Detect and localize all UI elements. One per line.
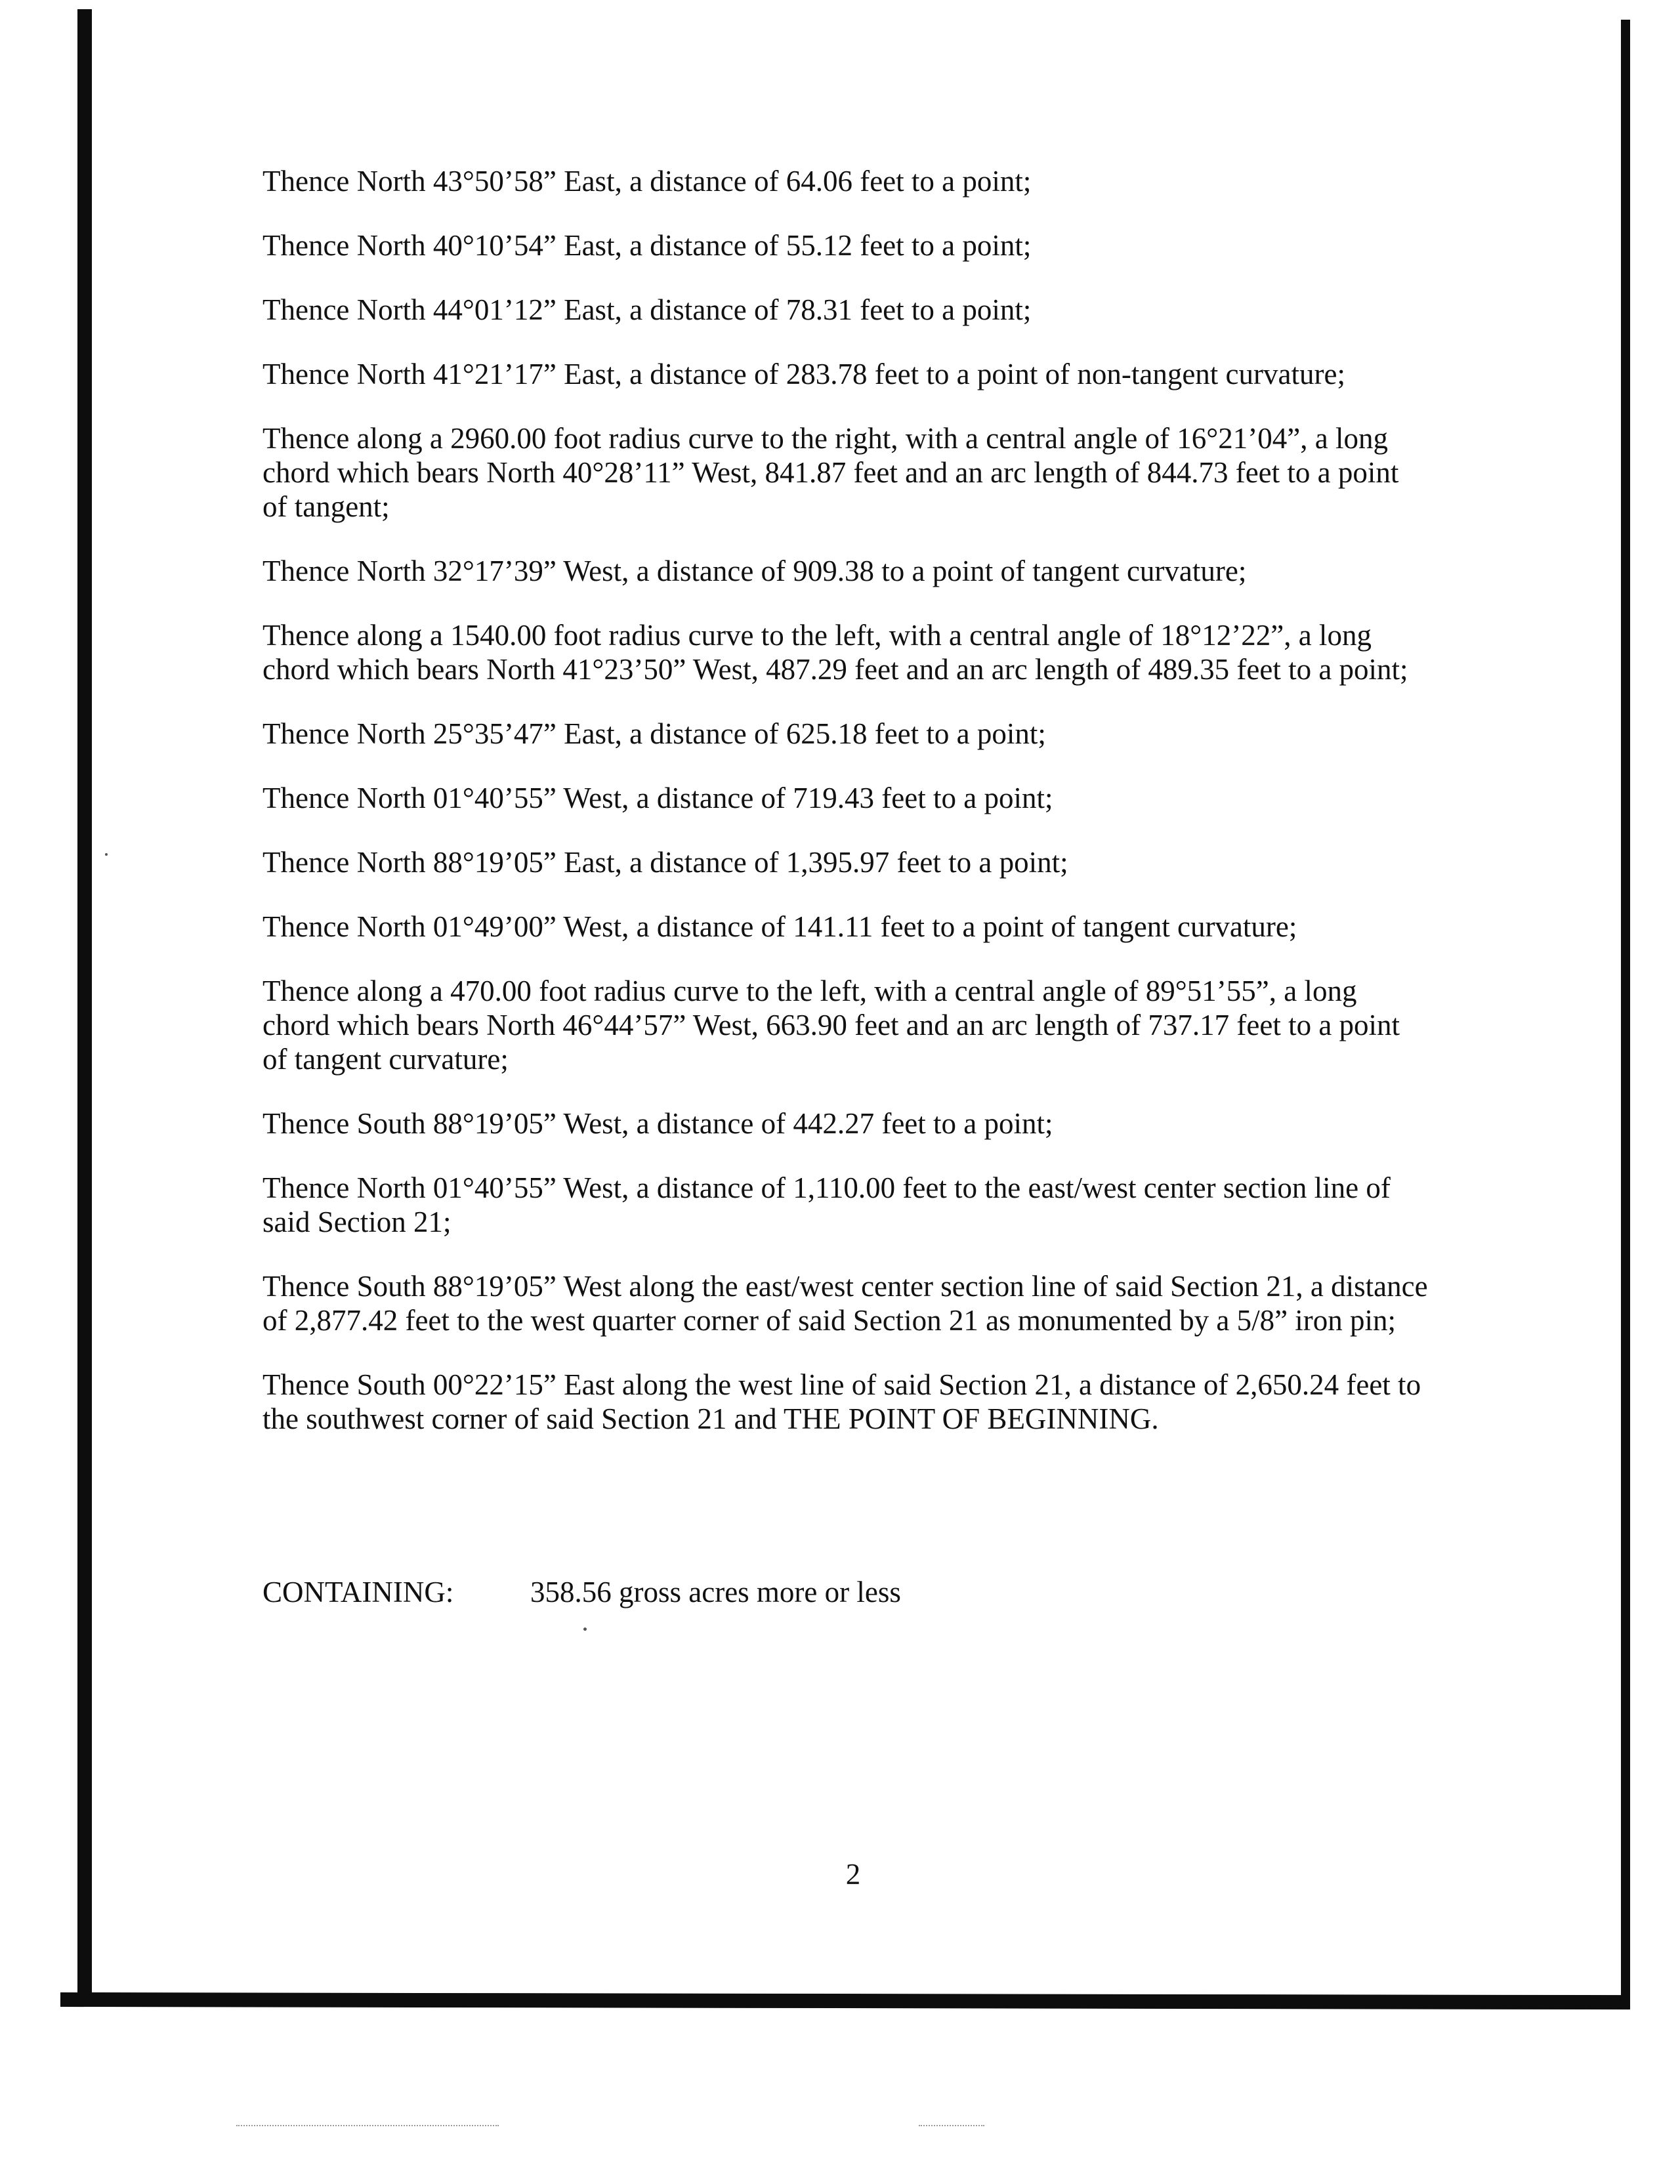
containing-label: CONTAINING: bbox=[262, 1576, 454, 1608]
course-paragraph-1: Thence North 43°50’58” East, a distance of 64.06 feet to a point; bbox=[262, 165, 1032, 198]
course-paragraph-2: Thence North 40°10’54” East, a distance of 55.12 feet to a point; bbox=[262, 229, 1032, 262]
page-number: 2 bbox=[845, 1858, 861, 1891]
course-paragraph-6: Thence North 32°17’39” West, a distance of 909.38 to a point of tangent curvature; bbox=[262, 555, 1247, 587]
page-border-right bbox=[1621, 20, 1630, 2008]
course-paragraph-16: Thence South 00°22’15” East along the west line of said Section 21, a distance of 2,650.24 feet to the southwest corner of said Section 21 and THE POINT OF BEGINNING. bbox=[262, 1368, 1421, 1435]
scan-speck bbox=[583, 1628, 587, 1631]
page-border-left bbox=[77, 9, 92, 2002]
course-paragraph-5: Thence along a 2960.00 foot radius curve to the right, with a central angle of 16°21’04”, a long chord which bears North 40°28’11” West, 841.87 feet and an arc length of 844.73 feet to a point of tangent; bbox=[262, 422, 1399, 523]
course-paragraph-12: Thence along a 470.00 foot radius curve to the left, with a central angle of 89°51’55”, a long chord which bears North 46°44’57” West, 663.90 feet and an arc length of 737.17 feet to a point of tangent curvature; bbox=[262, 975, 1400, 1076]
course-paragraph-14: Thence North 01°40’55” West, a distance of 1,110.00 feet to the east/west center section line of said Section 21; bbox=[262, 1171, 1391, 1238]
course-paragraph-15: Thence South 88°19’05” West along the east/west center section line of said Section 21, a distance of 2,877.42 feet to the west quarter corner of said Section 21 as monumented by a 5/8” iron pin; bbox=[262, 1270, 1428, 1337]
course-paragraph-11: Thence North 01°49’00” West, a distance of 141.11 feet to a point of tangent curvature; bbox=[262, 910, 1297, 943]
scan-speck bbox=[105, 853, 108, 856]
containing-value: 358.56 gross acres more or less bbox=[530, 1576, 901, 1608]
containing-line bbox=[262, 1575, 901, 1609]
legal-description bbox=[262, 164, 1444, 1466]
course-paragraph-7: Thence along a 1540.00 foot radius curve to the left, with a central angle of 18°12’22”, a long chord which bears North 41°23’50” West, 487.29 feet and an arc length of 489.35 feet to a point; bbox=[262, 619, 1408, 686]
course-paragraph-9: Thence North 01°40’55” West, a distance of 719.43 feet to a point; bbox=[262, 782, 1053, 814]
course-paragraph-10: Thence North 88°19’05” East, a distance of 1,395.97 feet to a point; bbox=[262, 846, 1068, 879]
scan-artifact bbox=[919, 2125, 984, 2128]
course-paragraph-4: Thence North 41°21’17” East, a distance of 283.78 feet to a point of non-tangent curvature; bbox=[262, 358, 1345, 390]
course-paragraph-13: Thence South 88°19’05” West, a distance of 442.27 feet to a point; bbox=[262, 1107, 1053, 1140]
course-paragraph-3: Thence North 44°01’12” East, a distance of 78.31 feet to a point; bbox=[262, 293, 1032, 326]
page-border-bottom bbox=[60, 1992, 1630, 2009]
scan-artifact bbox=[236, 2125, 499, 2128]
course-paragraph-8: Thence North 25°35’47” East, a distance of 625.18 feet to a point; bbox=[262, 717, 1046, 750]
